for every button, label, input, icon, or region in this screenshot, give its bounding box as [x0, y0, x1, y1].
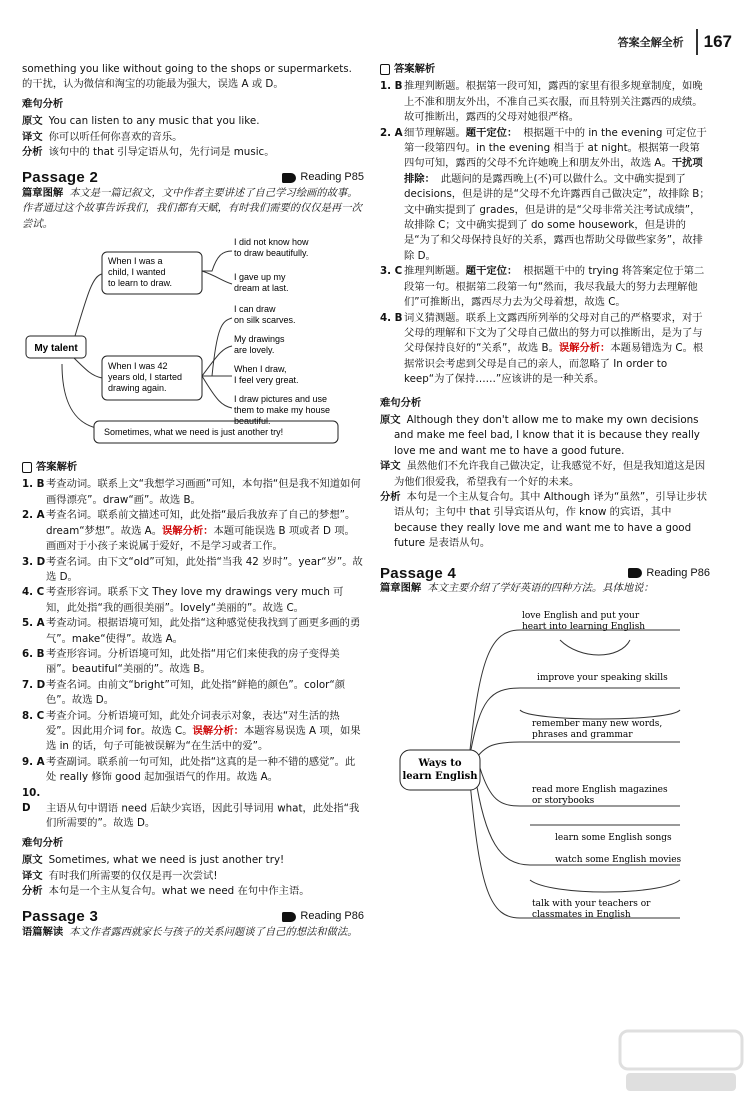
- mind-leaf-text: watch some English movies: [555, 855, 682, 866]
- answer-item: 4. B词义猜测题。联系上文露西所列举的父母对自己的严格要求，对于父母的理解和下文为了父母自己做出的努力可以推断出，是为了与父母保持良好的“关系”，故选 B。误解分析：本题易错选为 C。根据常识会考虑到父母是自己的亲人，而忽略了 In order to keep“为了保持……”应该讲的是一种关系。: [380, 311, 704, 386]
- mind-map-my-talent: [22, 236, 364, 454]
- intro-text: something you like without going to the shops or supermarkets. 的干扰，认为微信和淘宝的功能最为强大，误选 A 或 D。: [22, 63, 352, 91]
- right-column: [380, 62, 710, 934]
- passage-2-title: Passage 2: [22, 169, 99, 187]
- hard-row: 译文 你可以听任何你喜欢的音乐。: [22, 130, 183, 143]
- answer-item: 1. B考查动词。联系上文“我想学习画画”可知，本句指“但是我不知道如何画得漂亮”。draw“画”。故选 B。: [22, 478, 361, 506]
- passage-4-title: Passage 4: [380, 564, 457, 582]
- mind-branch-text: Sometimes, what we need is just another try!: [104, 427, 284, 438]
- pointing-hand-icon: [628, 568, 642, 578]
- answer-item: 8. C 考查介词。分析语境可知，此处介词表示对象，表达“对生活的热爱”。因此用介词 for。故选 C。误解分析：本题容易误选 A 项，如果选 in 的话，句子可能被误解为“在生活中的爱”。: [22, 709, 361, 753]
- mind-leaf-text: I did not know how to draw beautifully.: [234, 237, 309, 259]
- hard-sentence-title: 难句分析: [22, 836, 64, 849]
- passage-2-heading: [22, 170, 364, 185]
- answer-item: 7. D考查名词。由前文“bright”可知，此处指“鲜艳的颜色”。color“颜色”。故选 D。: [22, 678, 345, 707]
- answer-item: 9. A考查副词。联系前一句可知，此处指“这真的是一种不错的感觉”。此处 really 修饰 good 起加强语气的作用。故选 A。: [22, 755, 356, 784]
- mind-leaf-text: learn some English songs: [555, 833, 672, 844]
- mind-leaf-text: When I draw, I feel very great.: [234, 364, 299, 386]
- mind-leaf-text: talk with your teachers or classmates in English: [532, 899, 651, 921]
- header-divider: [696, 29, 698, 55]
- passage-4-heading: [380, 566, 710, 581]
- answer-item: 3. C 推理判断题。题干定位： 根据题干中的 trying 将答案定位于第二段第一句。根据第二段第一句“然而，我尽我最大的努力去理解他们”可推断出，露西尽力去为父母着想，故选 C。: [380, 265, 705, 309]
- answer-item: 3. D考查名词。由下文“old”可知，此处指“当我 42 岁时”。year“岁”。故选 D。: [22, 555, 363, 583]
- mind-leaf-text: improve your speaking skills: [537, 673, 668, 684]
- mind-leaf-text: I can draw on silk scarves.: [234, 304, 296, 326]
- answer-item: 2. A考查名词。联系前文描述可知，此处指“最后我放弃了自己的梦想”。dream“梦想”。故选 A。误解分析：本题可能误选 B 项或者 D 项。画画对于小孩子来说属于爱好，不是学习或者工作。: [22, 509, 356, 553]
- answer-item: 2. A细节理解题。题干定位： 根据题干中的 in the evening 可定位于第一段第四句。in the evening 相当于 at night。根据第一段第四句可知，露西的父母不允许她晚上和朋友外出，故选 A。干扰项排除： 此题问的是露西晚上(不)可以做什么。文中确实提到了 decisions，但是讲的是“父母不允许露西自己做决定”，故排除 B；文中确实提到了 grades，但是讲的是“父母非常关注考试成绩”，故排除 C；文中确实提到了 do some housework，但是讲的是“为了和父母保持良好的关系，露西也帮助父母做些家务”，故排除 D。: [380, 126, 710, 262]
- mind-leaf-text: My drawings are lovely.: [234, 334, 285, 356]
- header-brand: 答案全解全析: [617, 36, 684, 49]
- hard-row: 分析 本句是一个主从复合句。what we need 在句中作主语。: [22, 885, 310, 898]
- hard-row: 译文 虽然他们不允许我自己做决定，让我感觉不好，但是我知道这是因为他们很爱我，希望我有一个好的未来。: [380, 460, 706, 488]
- pointing-hand-icon: [282, 173, 296, 183]
- hard-row: 译文 有时我们所需要的仅仅是再一次尝试!: [22, 869, 218, 882]
- watermark-logo: [616, 1027, 746, 1097]
- hard-row: 分析 该句中的 that 引导定语从句，先行词是 music。: [22, 146, 275, 159]
- mind-branch-text: When I was 42 years old, I started drawing again.: [108, 361, 183, 394]
- pointing-hand-icon: [282, 912, 296, 922]
- answer-item: 4. C 考查形容词。联系下文 They love my drawings very much 可知，此处指“我的画很美丽”。lovely“美丽的”。故选 C。: [22, 586, 344, 614]
- lock-icon: [380, 64, 390, 75]
- passage-3-heading: [22, 909, 364, 924]
- mind-center-text: My talent: [34, 343, 78, 355]
- answers-heading: 答案解析: [22, 460, 364, 475]
- mind-leaf-text: read more English magazines or storybooks: [532, 785, 668, 807]
- answer-item: 1. B推理判断题。根据第一段可知，露西的家里有很多规章制度，如晚上不准和朋友外出，不准自己买衣服，而且特别关注露西的成绩。故可推断出，露西的父母对她很严格。: [380, 80, 703, 124]
- passage-4-summary: 篇章图解 本文主要介绍了学好英语的四种方法。具体地说：: [380, 582, 654, 594]
- hard-row: 原文 You can listen to any music that you like.: [22, 115, 260, 128]
- mind-leaf-text: love English and put your heart into learning English: [522, 611, 646, 633]
- passage-3-title: Passage 3: [22, 908, 99, 926]
- passage-3-summary: 语篇解读 本文作者露西就家长与孩子的关系问题谈了自己的想法和做法。: [22, 925, 358, 938]
- mind-leaf-text: I gave up my dream at last.: [234, 272, 289, 294]
- hard-row: 分析 本句是一个主从复合句。其中 Although 译为“虽然”，引导让步状语从句；主句中 that 引导宾语从句，作 know 的宾语，其中 because they really love me and want me to have a good future 是表语从句。: [380, 490, 707, 550]
- passage-4-ref: Reading P86: [628, 566, 710, 581]
- mind-map-ways-to-learn: [380, 600, 710, 930]
- mind-center-text: Ways to learn English: [402, 758, 478, 783]
- answers-heading: 答案解析: [380, 62, 710, 77]
- answer-item: 6. B考查形容词。分析语境可知，此处指“用它们来使我的房子变得美丽”。beautiful“美丽的”。故选 B。: [22, 647, 340, 676]
- lock-icon: [22, 462, 32, 473]
- page-header: [618, 30, 732, 54]
- mind-branch-text: When I was a child, I wanted to learn to draw.: [108, 256, 173, 289]
- answer-item: 10. D 主语从句中谓语 need 后缺少宾语，因此引导词用 what，此处指“我们所需要的”。故选 D。: [22, 786, 360, 830]
- passage-2-ref: Reading P85: [282, 170, 364, 185]
- passage-3-ref: Reading P86: [282, 909, 364, 924]
- hard-sentence-title: 难句分析: [22, 97, 64, 110]
- mind-center-box: [400, 750, 480, 790]
- mind-leaf-text: remember many new words, phrases and grammar: [532, 719, 663, 741]
- hard-sentence-title: 难句分析: [380, 396, 422, 409]
- left-column: [22, 62, 364, 940]
- answer-item: 5. A考查动词。根据语境可知，此处指“这种感觉使我找到了画更多画的勇气”。make“使得”。故选 A。: [22, 617, 361, 645]
- page-number: 167: [703, 32, 732, 51]
- mind-leaf-text: I draw pictures and use them to make my house beautiful.: [234, 394, 331, 427]
- passage-2-summary: 篇章图解 本文是一篇记叙文，文中作者主要讲述了自己学习绘画的故事。作者通过这个故事告诉我们，我们都有天赋，有时我们需要的仅仅是再一次尝试。: [22, 186, 362, 230]
- hard-row: 原文 Sometimes, what we need is just another try!: [22, 854, 285, 867]
- hard-row: 原文 Although they don't allow me to make my own decisions and make me feel bad, I know that it is because they really love me and want me to have a good future.: [380, 413, 700, 457]
